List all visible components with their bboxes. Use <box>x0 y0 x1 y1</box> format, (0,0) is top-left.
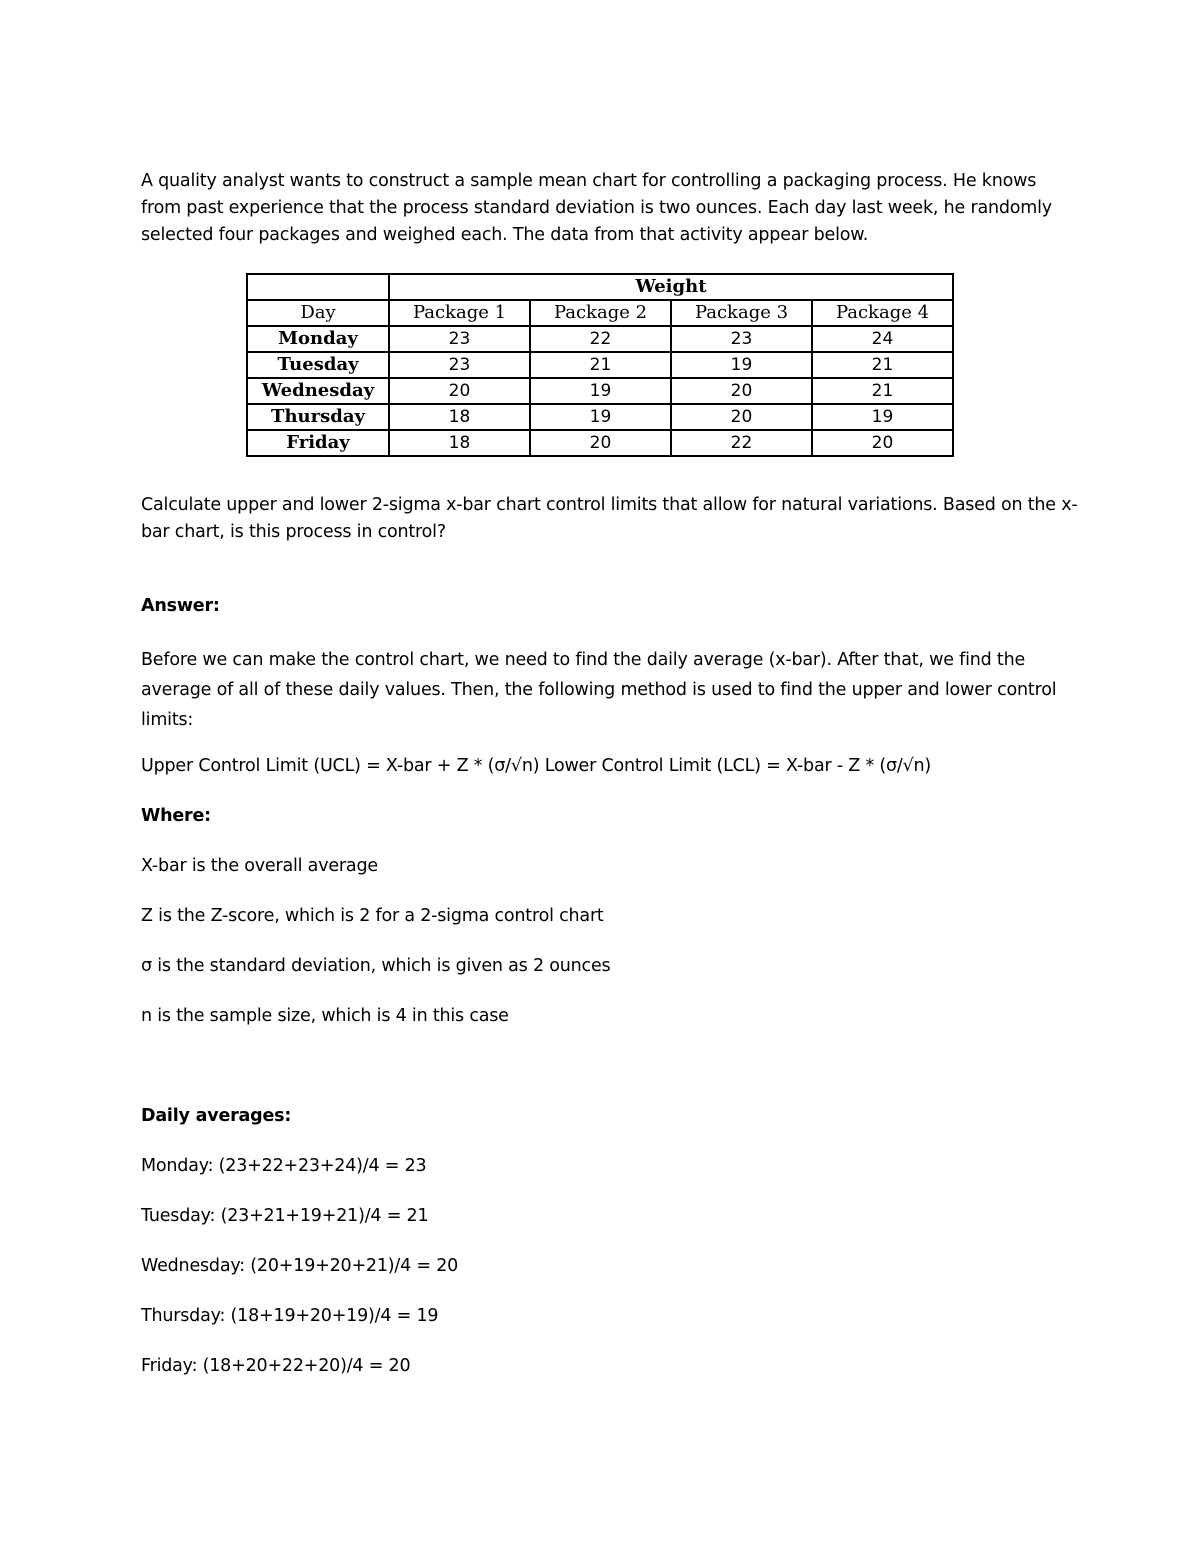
control-limit-formula: Upper Control Limit (UCL) = X-bar + Z * (σ/√n) Lower Control Limit (LCL) = X-bar - Z * (σ/√n) <box>141 756 932 776</box>
daily-average-thursday: Thursday: (18+19+20+19)/4 = 19 <box>141 1306 439 1326</box>
table-cell: 18 <box>389 430 530 456</box>
intro-paragraph: A quality analyst wants to construct a sample mean chart for controlling a packaging process. He knows from past experience that the process standard deviation is two ounces. Each day last week, he randomly selected four packages and weighed each. The data from that activity appear below. <box>141 171 1052 245</box>
column-header-package-3: Package 3 <box>671 300 812 326</box>
table-row <box>247 430 953 456</box>
table-cell: 19 <box>671 352 812 378</box>
daily-average-wednesday: Wednesday: (20+19+20+21)/4 = 20 <box>141 1256 459 1276</box>
table-cell: 20 <box>530 430 671 456</box>
daily-average-friday: Friday: (18+20+22+20)/4 = 20 <box>141 1356 411 1376</box>
table-header-row <box>247 300 953 326</box>
column-header-package-1: Package 1 <box>389 300 530 326</box>
row-day-label: Friday <box>247 430 389 456</box>
table-cell: 23 <box>389 326 530 352</box>
answer-intro-paragraph: Before we can make the control chart, we need to find the daily average (x-bar). After that, we find the average of all of these daily values. Then, the following method is used to find the upper and lower control limits: <box>141 650 1057 730</box>
table-cell: 18 <box>389 404 530 430</box>
table-cell: 20 <box>389 378 530 404</box>
daily-average-tuesday: Tuesday: (23+21+19+21)/4 = 21 <box>141 1206 429 1226</box>
definition-n: n is the sample size, which is 4 in this case <box>141 1006 509 1026</box>
table-corner-cell <box>247 274 389 300</box>
table-cell: 20 <box>812 430 953 456</box>
table-cell: 22 <box>671 430 812 456</box>
table-row <box>247 352 953 378</box>
table-cell: 20 <box>671 404 812 430</box>
definition-sigma: σ is the standard deviation, which is given as 2 ounces <box>141 956 611 976</box>
column-header-package-2: Package 2 <box>530 300 671 326</box>
row-day-label: Wednesday <box>247 378 389 404</box>
table-cell: 24 <box>812 326 953 352</box>
column-header-day: Day <box>247 300 389 326</box>
weight-table <box>246 273 954 457</box>
weight-group-header: Weight <box>389 274 953 300</box>
definition-z: Z is the Z-score, which is 2 for a 2-sigma control chart <box>141 906 604 926</box>
answer-heading: Answer: <box>141 596 220 616</box>
table-row <box>247 378 953 404</box>
row-day-label: Thursday <box>247 404 389 430</box>
table-cell: 21 <box>812 378 953 404</box>
question-paragraph: Calculate upper and lower 2-sigma x-bar chart control limits that allow for natural variations. Based on the x-bar chart, is this process in control? <box>141 495 1078 542</box>
table-cell: 21 <box>812 352 953 378</box>
table-row <box>247 326 953 352</box>
definition-x-bar: X-bar is the overall average <box>141 856 378 876</box>
table-row <box>247 404 953 430</box>
table-cell: 23 <box>671 326 812 352</box>
table-cell: 22 <box>530 326 671 352</box>
table-cell: 19 <box>530 404 671 430</box>
daily-averages-heading: Daily averages: <box>141 1106 292 1126</box>
where-heading: Where: <box>141 806 211 826</box>
row-day-label: Tuesday <box>247 352 389 378</box>
row-day-label: Monday <box>247 326 389 352</box>
daily-average-monday: Monday: (23+22+23+24)/4 = 23 <box>141 1156 427 1176</box>
table-cell: 19 <box>812 404 953 430</box>
table-group-header-row <box>247 274 953 300</box>
table-cell: 23 <box>389 352 530 378</box>
column-header-package-4: Package 4 <box>812 300 953 326</box>
table-cell: 20 <box>671 378 812 404</box>
table-cell: 19 <box>530 378 671 404</box>
table-cell: 21 <box>530 352 671 378</box>
